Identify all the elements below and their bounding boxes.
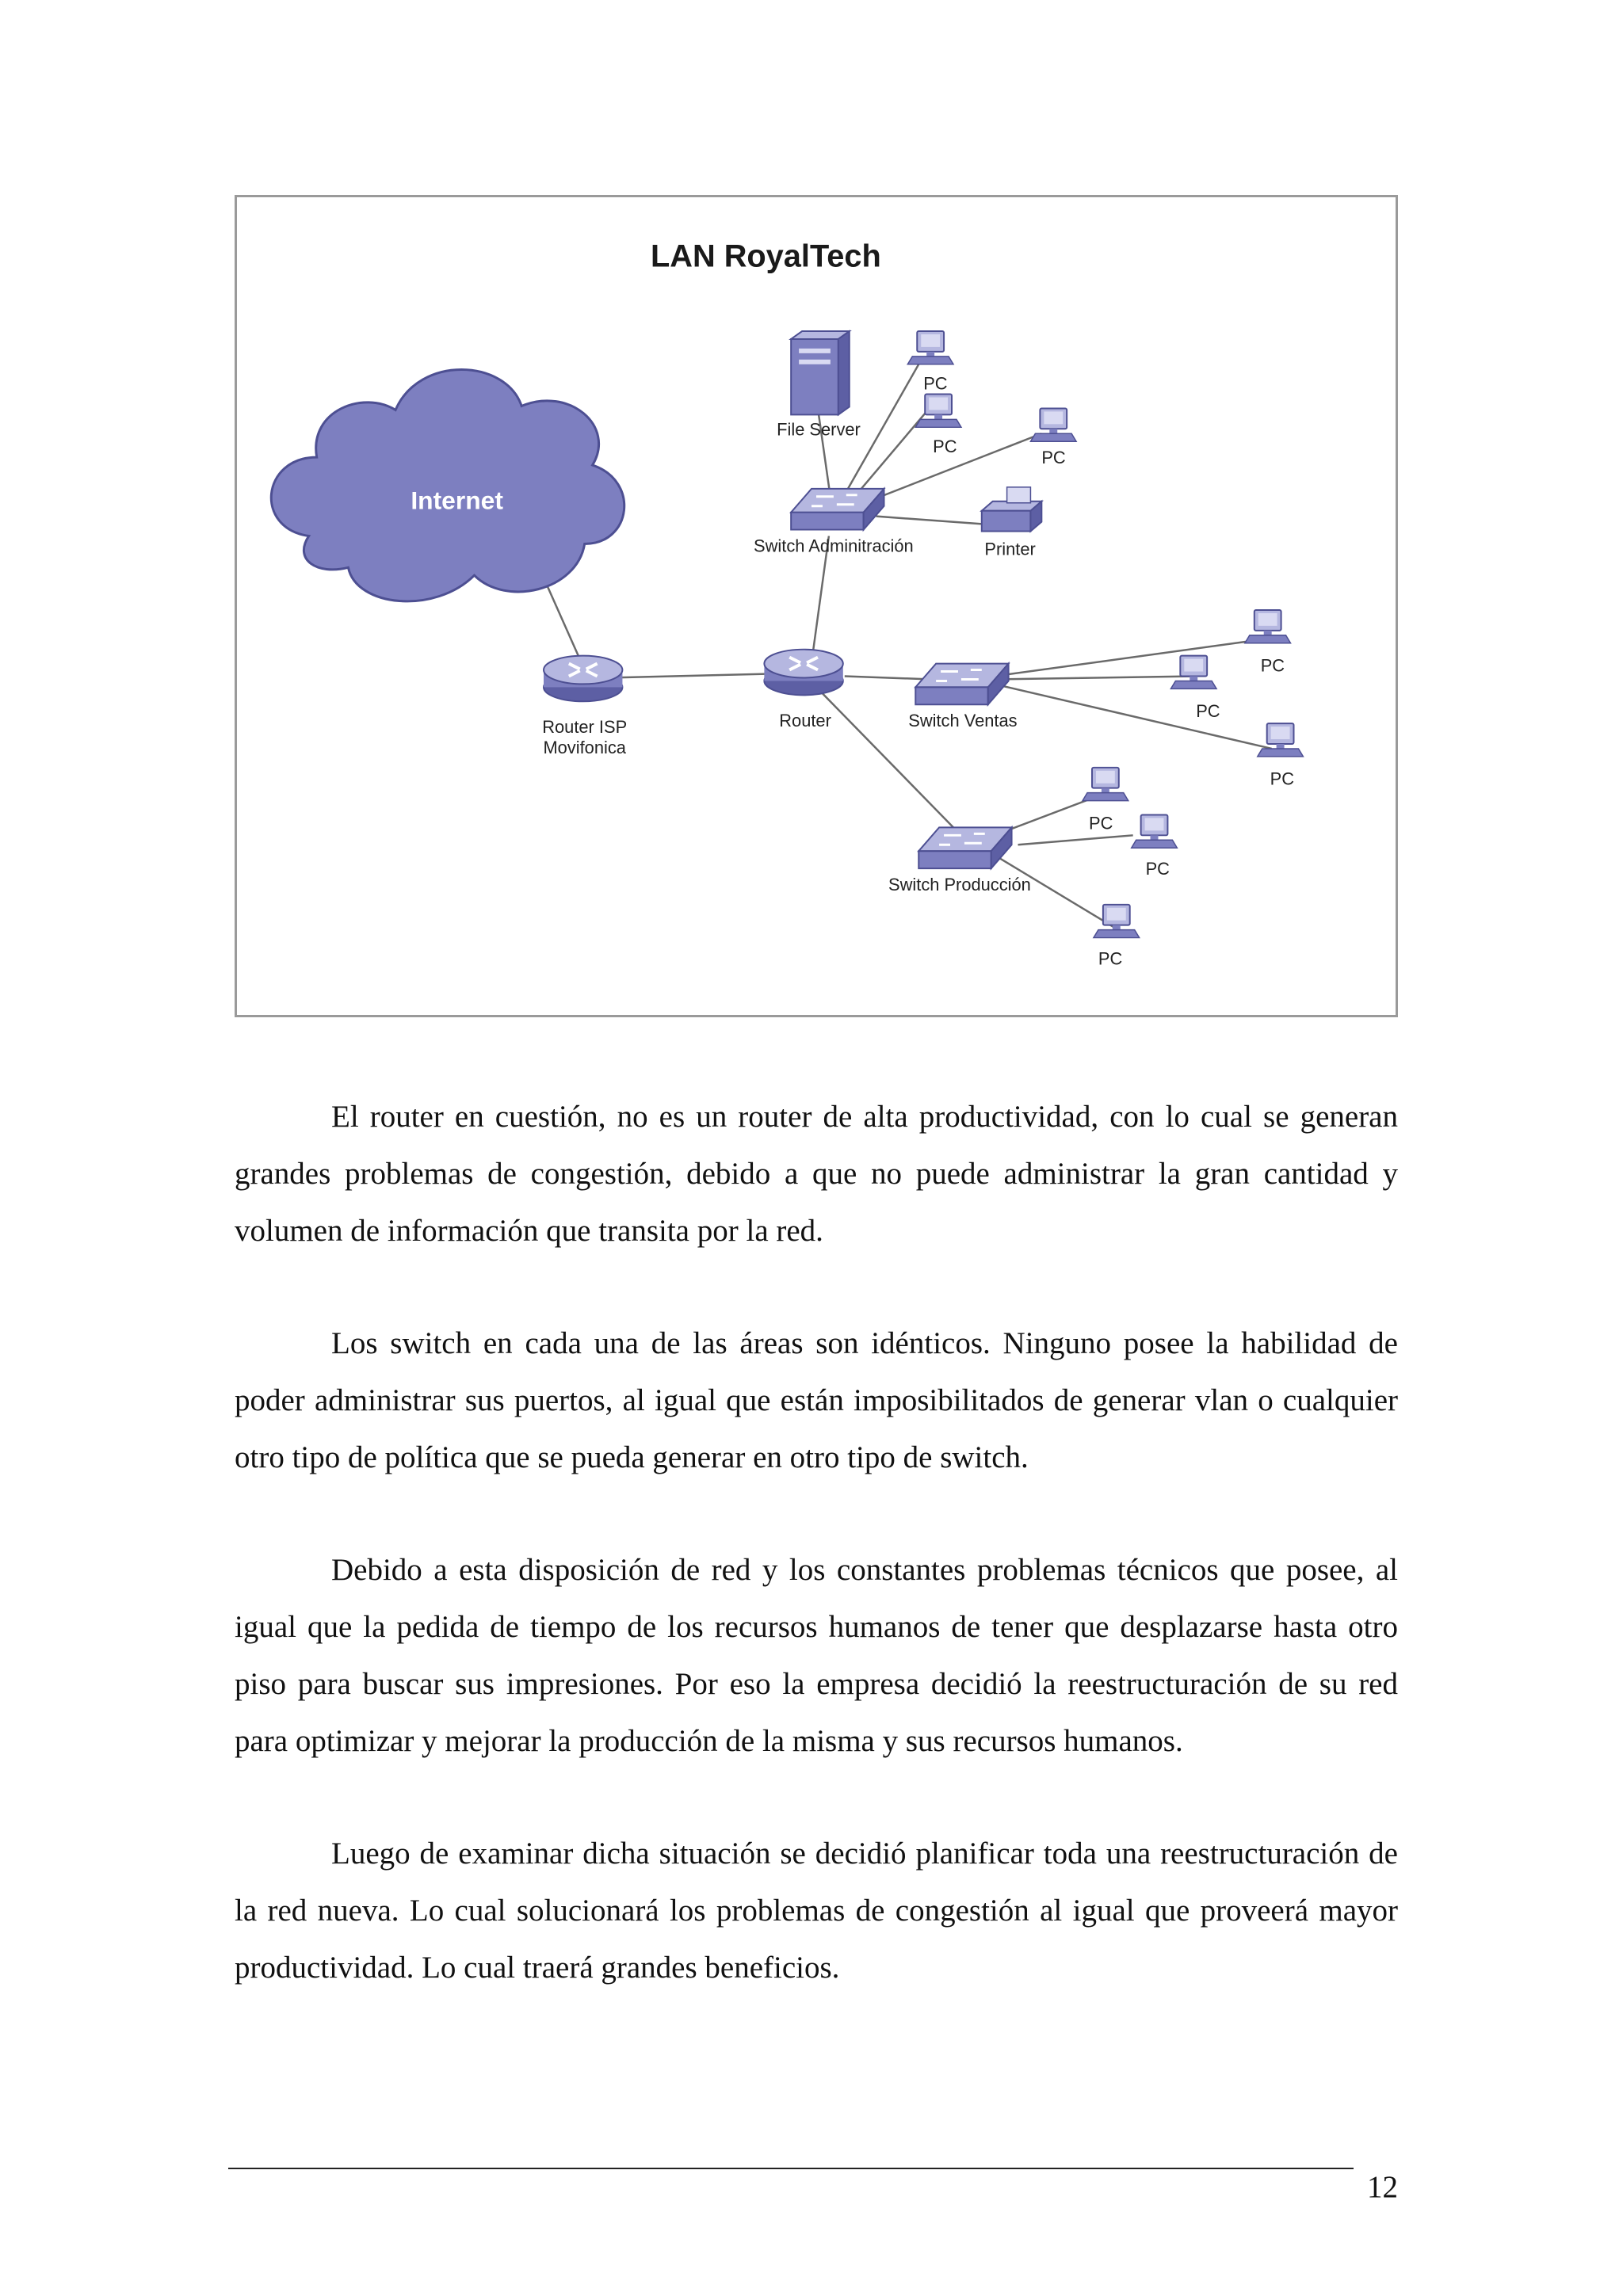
paragraph: Los switch en cada una de las áreas son idénticos. Ninguno posee la habilidad de poder administrar sus puertos, al igual que están imposibilitados de generar vlan o cualquier otro tipo de política que se pueda generar en otro tipo de switch.: [235, 1326, 1398, 1474]
pc-icon: [1258, 723, 1304, 757]
printer-label: Printer: [984, 539, 1036, 559]
pc-icon: [907, 331, 953, 364]
pc-icon: [1030, 408, 1076, 441]
pc-label: PC: [1260, 655, 1285, 676]
pc-icon: [1083, 768, 1128, 801]
pc-label: PC: [933, 437, 957, 457]
switch-ventas-icon: [915, 664, 1008, 705]
switch-admin-label: Switch Adminitración: [754, 536, 914, 556]
internet-label: Internet: [411, 486, 503, 515]
network-diagram-figure: [235, 195, 1398, 1017]
router-label: Router: [779, 711, 831, 731]
paragraph: El router en cuestión, no es un router de alta productividad, con lo cual se generan grandes problemas de congestión, debido a que no puede administrar la gran cantidad y volumen de información que transita por la red.: [235, 1100, 1398, 1248]
page-number: 12: [1367, 2170, 1398, 2204]
switch-admin-icon: [791, 489, 884, 530]
pc-label: PC: [1270, 769, 1295, 789]
pc-label: PC: [1041, 448, 1066, 468]
pc-icon: [1170, 656, 1216, 689]
router-isp-icon: [544, 656, 622, 702]
paragraph: Debido a esta disposición de red y los constantes problemas técnicos que posee, al igual que la pedida de tiempo de los recursos humanos de tener que desplazarse hasta otro piso para buscar sus impresiones. Por eso la empresa decidió la reestructuración de su red para optimizar y mejorar la producción de la misma y sus recursos humanos.: [235, 1553, 1398, 1758]
pc-icon: [915, 395, 961, 428]
file-server-icon: [791, 331, 850, 414]
switch-produccion-icon: [918, 827, 1011, 868]
pc-label: PC: [923, 373, 948, 394]
footer-rule: [228, 2168, 1354, 2169]
paragraph: Luego de examinar dicha situación se decidió planificar toda una reestructuración de la red nueva. Lo cual solucionará los problemas de congestión al igual que proveerá mayor productividad. Lo cual traerá grandes beneficios.: [235, 1836, 1398, 1985]
pc-icon: [1245, 610, 1291, 643]
pc-icon: [1132, 814, 1178, 848]
diagram-title: LAN RoyalTech: [650, 238, 881, 274]
pc-label: PC: [1196, 701, 1220, 722]
router-icon: [764, 650, 842, 696]
switch-produccion-label: Switch Producción: [888, 874, 1031, 894]
pc-label: PC: [1145, 859, 1170, 879]
pc-label: PC: [1089, 813, 1113, 833]
pc-icon: [1094, 905, 1140, 938]
router-isp-label-line1: Router ISP: [542, 717, 628, 738]
printer-icon: [982, 487, 1042, 532]
network-diagram: [237, 197, 1396, 1015]
switch-ventas-label: Switch Ventas: [908, 711, 1018, 731]
pc-label: PC: [1098, 948, 1123, 969]
internet-cloud-icon: [271, 369, 624, 601]
body-text: [235, 1089, 1398, 2052]
file-server-label: File Server: [777, 419, 861, 440]
router-isp-label-line2: Movifonica: [543, 737, 626, 757]
